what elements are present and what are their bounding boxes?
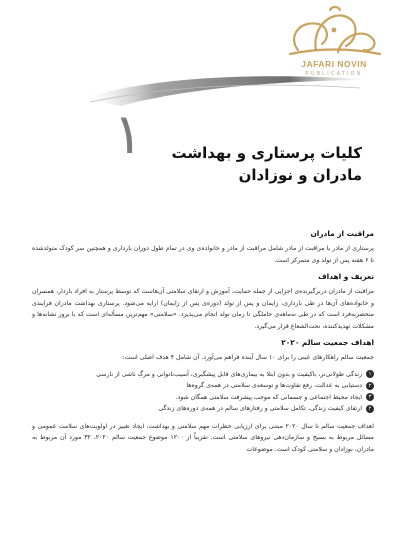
list-item bbox=[32, 403, 374, 415]
chapter-title-line-1: کلیات پرستاری و بهداشت bbox=[171, 144, 362, 162]
chapter-title bbox=[172, 142, 363, 186]
chapter-body bbox=[32, 228, 374, 460]
section-heading-healthy-people-2020: اهداف جمعیت سالم ۲۰۲۰ bbox=[281, 338, 374, 347]
list-item bbox=[32, 380, 374, 392]
chapter-number: ۱ bbox=[112, 102, 144, 167]
goal-text: دستیابی به عدالت، رفع تفاوت‌ها و توسعه‌ی سلامتی در همه‌ی گروه‌ها bbox=[186, 382, 362, 389]
goal-text: ایجاد محیط اجتماعی و جسمانی که موجب پیشرفت سلامتی همگان شود. bbox=[175, 393, 362, 401]
publisher-name: JAFARI NOVIN bbox=[301, 59, 367, 69]
goal-number-badge: ۲ bbox=[366, 382, 374, 390]
paragraph-maternal-care: پرستاری از مادر یا مراقبت از مادر شامل مراقبت از مادر و خانواده‌ی وی در تمام طول دوران بارداری و همچنین سر کودک متولدشده تا ۶ هفته پس از تولد وی متمرکز است. bbox=[32, 245, 374, 264]
goal-number-badge: ۴ bbox=[366, 405, 374, 413]
section-heading-maternal-care: مراقبت از مادران bbox=[310, 229, 374, 238]
list-item bbox=[32, 369, 374, 381]
goals-list bbox=[32, 369, 374, 415]
paragraph-definitions: مراقبت از مادران دربرگیرنده‌ی اجزایی از جمله حمایت، آموزش و ارتقای سلامتی آن‌هاست که توسط پرستار به افراد باردار، همسران و خانواده‌های آن‌ها در طی بارداری، زایمان و پس از تولد (دوره‌ی پس از زایمان) ارایه می‌شود. پرستاری بهداشت مادران فرایندی منحصربه‌فرد است که در طی نه‌ماهه‌ی حاملگی تا زمان تولد انجام می‌پذیرد. «سلامتی» مهم‌ترین مسأله‌ای است که با بروز نشانه‌ها و مشکلات تهدیدکننده، تحت‌الشعاع قرار می‌گیرد. bbox=[32, 288, 374, 330]
section-heading-definitions: تعریف و اهداف bbox=[318, 272, 374, 281]
goal-number-badge: ۳ bbox=[366, 393, 374, 401]
publisher-tagline: PUBLICATION bbox=[305, 71, 363, 77]
goal-text: ارتقای کیفیت زندگی، تکامل سلامتی و رفتارهای سالم در همه‌ی دوره‌های زندگی bbox=[158, 405, 362, 412]
decorative-swoosh bbox=[0, 58, 400, 122]
list-item bbox=[32, 392, 374, 404]
publisher-emblem-icon bbox=[268, 0, 400, 60]
paragraph-goals-outro: اهداف جمعیت سالم تا سال ۲۰۲۰ مبتنی برای ارزیابی خطرات مهم سلامتی و بهداشت، ایجاد تغییر در اولویت‌های سلامت عمومی و مسائل مربوط به بسیج و سازمان‌دهی نیروهای سلامتی است. تقریباً از ۱۲۰۰ موضوع جمعیت سالم ۲۰۲۰، ۳۲ مورد آن مربوط به مادران، نوزادان و سلامتی کودک است. موضوعات bbox=[32, 422, 374, 453]
goal-number-badge: ۱ bbox=[366, 370, 374, 378]
chapter-title-line-2: مادران و نوزادان bbox=[238, 166, 362, 184]
goal-text: زندگی طولانی‌تر، باکیفیت و بدون ابتلا به بیماری‌های قابل پیشگیری، آسیب‌ناتوانی و مرگ ناشی از نارسی bbox=[96, 370, 362, 378]
paragraph-goals-intro: جمعیت سالم راهکارهای عینی را برای ۱۰ سال آینده فراهم می‌آورد. آن شامل ۴ هدف اصلی است: bbox=[122, 354, 374, 361]
